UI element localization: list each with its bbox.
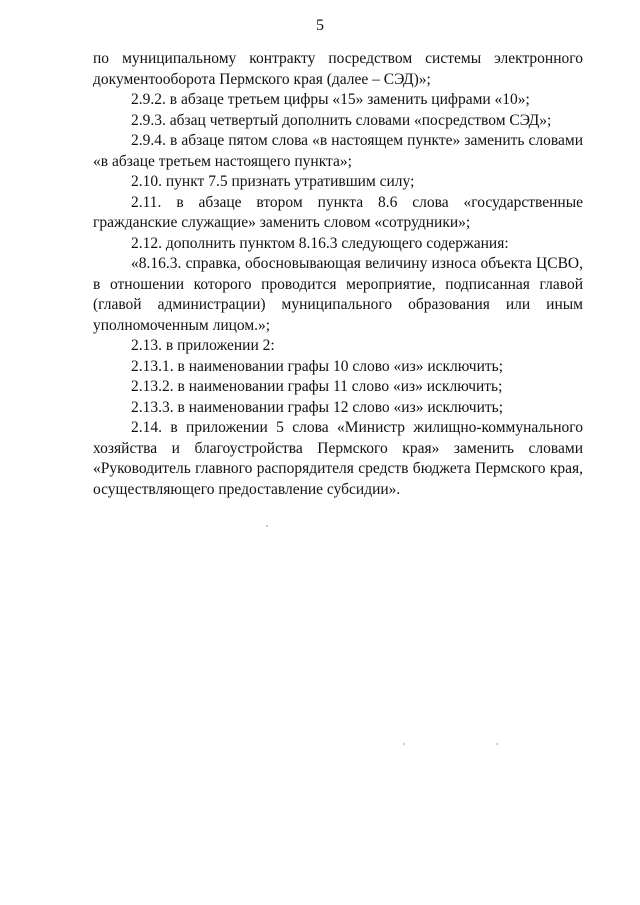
paragraph-2-13-2: 2.13.2. в наименовании графы 11 слово «из» исключить; bbox=[131, 378, 503, 395]
paragraph-continuation: по муниципальному контракту посредством системы электронного документооборота Пермского края (далее – СЭД)»; bbox=[93, 50, 583, 88]
paragraph-2-14: 2.14. в приложении 5 слова «Министр жилищно-коммунального хозяйства и благоустройства Пермского края» заменить словами «Руководитель главного распорядителя средств бюджета Пермского края, осуществляющего предоставление субсидии». bbox=[93, 419, 583, 498]
paragraph-2-9-3: 2.9.3. абзац четвертый дополнить словами «посредством СЭД»; bbox=[131, 111, 552, 129]
paragraph-8-16-3-quote: «8.16.3. справка, обосновывающая величину износа объекта ЦСВО, в отношении которого проводится мероприятие, подписанная главой (главой администрации) муниципального образования или иным уполномоченным лицом.»; bbox=[93, 255, 583, 334]
scan-speck bbox=[403, 743, 405, 745]
document-body bbox=[93, 49, 583, 500]
paragraph-2-11: 2.11. в абзаце втором пункта 8.6 слова «государственные гражданские служащие» заменить словом «сотрудники»; bbox=[93, 193, 583, 231]
paragraph-2-9-4: 2.9.4. в абзаце пятом слова «в настоящем пункте» заменить словами «в абзаце третьем настоящего пункта»; bbox=[93, 132, 583, 170]
scan-speck bbox=[496, 743, 498, 745]
paragraph-2-12: 2.12. дополнить пунктом 8.16.3 следующего содержания: bbox=[131, 234, 509, 252]
page-number: 5 bbox=[316, 17, 324, 34]
paragraph-2-13: 2.13. в приложении 2: bbox=[131, 337, 275, 354]
paragraph-2-13-3: 2.13.3. в наименовании графы 12 слово «из» исключить; bbox=[131, 398, 504, 416]
paragraph-2-9-2: 2.9.2. в абзаце третьем цифры «15» заменить цифрами «10»; bbox=[131, 91, 530, 108]
paragraph-2-10: 2.10. пункт 7.5 признать утратившим силу; bbox=[131, 173, 415, 190]
scan-speck bbox=[266, 525, 268, 527]
paragraph-2-13-1: 2.13.1. в наименовании графы 10 слово «из» исключить; bbox=[131, 357, 504, 375]
